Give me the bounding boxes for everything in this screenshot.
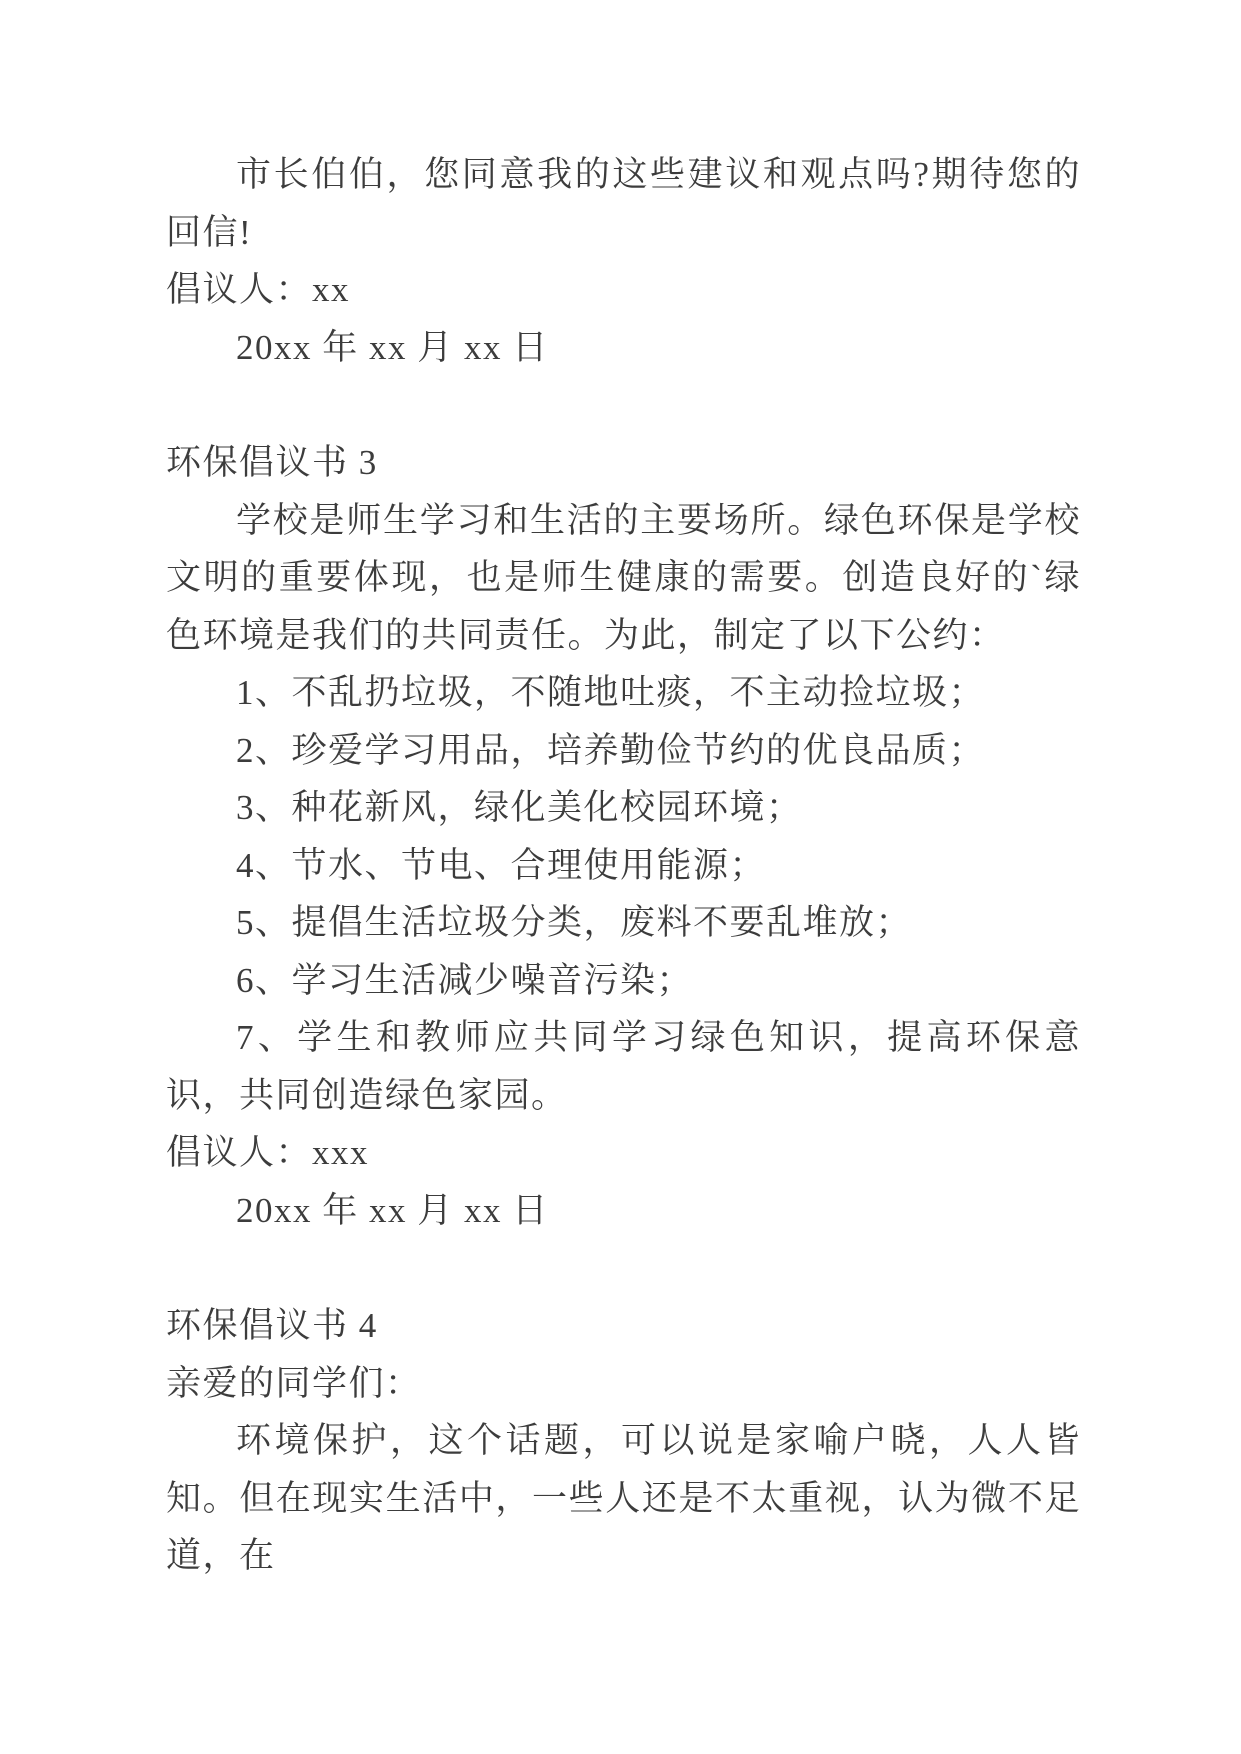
pledge-item-4: 4、节水、节电、合理使用能源； [236,845,767,885]
pledge-item-6: 6、学习生活减少噪音污染； [236,960,694,1000]
section-title-4: 环保倡议书 4 [166,1306,378,1345]
date-line-2: 20xx 年 xx 月 xx 日 [236,1190,549,1230]
date-line-1: 20xx 年 xx 月 xx 日 [236,327,549,367]
signer-line-2: 倡议人：xxx [166,1133,370,1172]
pledge-item-3: 3、种花新风，绿化美化校园环境； [236,788,803,827]
salutation-line: 亲爱的同学们： [166,1363,422,1403]
pledge-item-5: 5、提倡生活垃圾分类，废料不要乱堆放； [236,903,913,942]
para-school-intro: 学校是师生学习和生活的主要场所。绿色环保是学校文明的重要体现，也是师生健康的需要。创造良好的`绿色环境是我们的共同责任。为此，制定了以下公约： [166,500,1081,655]
pledge-item-1: 1、不乱扔垃圾，不随地吐痰，不主动捡垃圾； [236,673,986,712]
pledge-item-2: 2、珍爱学习用品，培养勤俭节约的优良品质； [236,730,986,770]
signer-line-1: 倡议人：xx [166,270,351,309]
para-reply-request: 市长伯伯，您同意我的这些建议和观点吗?期待您的回信! [166,155,1081,252]
section-title-3: 环保倡议书 3 [166,443,378,482]
pledge-item-7: 7、学生和教师应共同学习绿色知识，提高环保意识，共同创造绿色家园。 [166,1018,1081,1115]
para-env-protection-intro: 环境保护，这个话题，可以说是家喻户晓，人人皆知。但在现实生活中，一些人还是不太重视，认为微不足道，在 [166,1421,1081,1575]
